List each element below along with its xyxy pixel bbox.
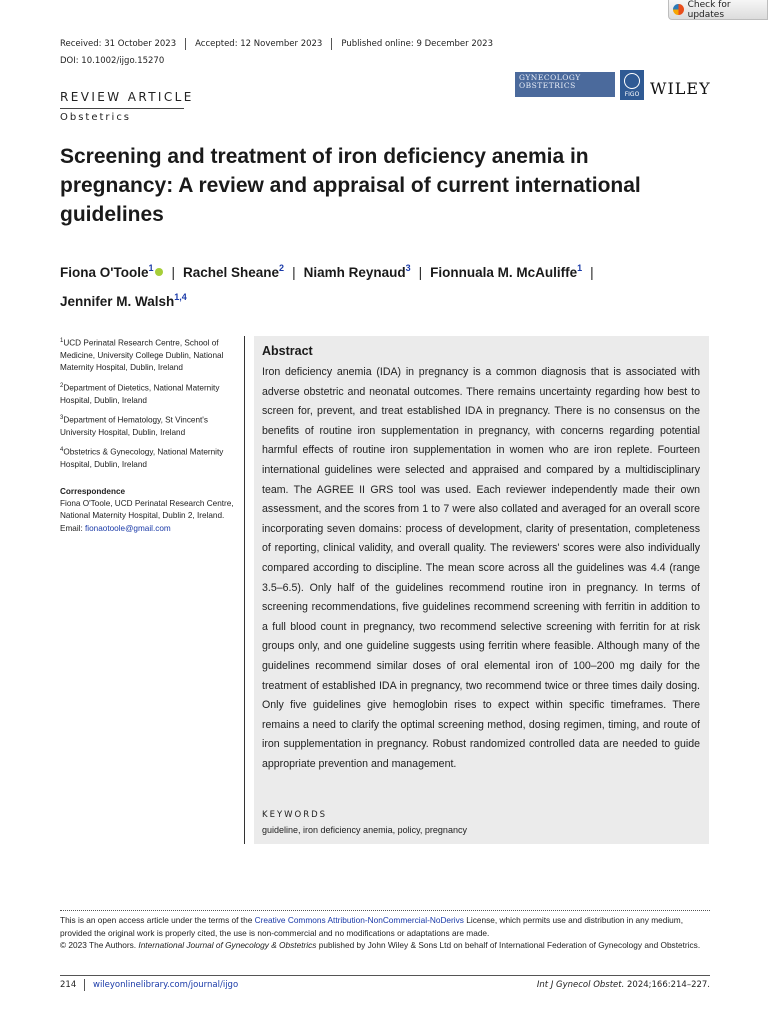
crossmark-icon (673, 4, 684, 15)
author-name[interactable]: Fionnuala M. McAuliffe (430, 265, 578, 280)
journal-logo-line2: OBSTETRICS (519, 81, 576, 90)
journal-url-link[interactable]: wileyonlinelibrary.com/journal/ijgo (93, 980, 239, 990)
article-type: REVIEW ARTICLE (60, 90, 194, 104)
copyright-text: published by John Wiley & Sons Ltd on behalf of International Federation of Gynecology and Obstetrics. (316, 940, 701, 951)
journal-logo[interactable] (515, 72, 615, 97)
author-affil-sup[interactable]: 1 (577, 263, 583, 273)
received-date: Received: 31 October 2023 (60, 39, 177, 49)
affiliation-item (60, 335, 240, 375)
license-notice (60, 914, 710, 952)
author-separator: | (171, 265, 175, 280)
affiliation-item (60, 380, 240, 407)
affiliation-text: Obstetrics & Gynecology, National Maternity Hospital, Dublin, Ireland (60, 448, 224, 470)
email-label: Email: (60, 523, 86, 533)
affiliation-sup: 3 (60, 414, 64, 421)
author-affil-sup[interactable]: 3 (405, 263, 411, 273)
author-list (60, 256, 710, 314)
column-divider (244, 336, 245, 844)
keywords-list: guideline, iron deficiency anemia, policy, pregnancy (262, 825, 467, 835)
figo-logo[interactable] (620, 70, 644, 100)
citation-details: 2024;166:214–227. (624, 980, 710, 990)
author-name[interactable]: Jennifer M. Walsh (60, 294, 175, 309)
citation-journal: Int J Gynecol Obstet. (536, 980, 625, 990)
footer-divider (60, 975, 710, 976)
divider (60, 108, 184, 109)
affiliation-item (60, 444, 240, 471)
author-separator: | (590, 265, 594, 280)
doi: DOI: 10.1002/ijgo.15270 (60, 56, 165, 66)
figo-label: FIGO (624, 91, 640, 98)
orcid-icon[interactable] (155, 268, 163, 276)
affiliation-item (60, 412, 240, 439)
copyright-journal: International Journal of Gynecology & Obstetrics (138, 940, 317, 951)
correspondence-email-line (60, 523, 240, 535)
divider (84, 979, 85, 991)
license-link[interactable]: Creative Commons Attribution-NonCommercial-NoDerivs (254, 915, 464, 925)
author-affil-sup[interactable]: 2 (279, 263, 285, 273)
article-subject: Obstetrics (60, 112, 132, 123)
page-number: 214 (60, 980, 77, 990)
affiliation-sup: 2 (60, 382, 64, 389)
article-title: Screening and treatment of iron deficiency anemia in pregnancy: A review and appraisal of current international guidelines (60, 145, 641, 226)
divider (185, 38, 186, 50)
abstract-heading: Abstract (262, 344, 313, 358)
correspondence-text: Fiona O'Toole, UCD Perinatal Research Centre, National Maternity Hospital, Dublin 2, Ireland. (60, 498, 234, 521)
check-for-updates-label: Check for updates (687, 0, 731, 20)
affiliation-sup: 4 (60, 447, 64, 454)
author-separator: | (418, 265, 423, 280)
globe-icon (624, 73, 640, 89)
author-affil-sup[interactable]: 1 (148, 263, 154, 273)
license-text: License, which permits use and distribution in any medium, provided the original work is properly cited, the use is non-commercial and no modifications or adaptations are made. (60, 915, 684, 938)
correspondence-heading: Correspondence (60, 486, 126, 496)
footnote-divider (60, 910, 710, 911)
license-text: This is an open access article under the terms of the (60, 915, 255, 925)
citation (537, 980, 710, 990)
author-name[interactable]: Niamh Reynaud (303, 265, 406, 280)
copyright-text: © 2023 The Authors. (60, 940, 139, 951)
keywords-heading: KEYWORDS (262, 810, 328, 820)
author-name[interactable]: Rachel Sheane (183, 265, 280, 280)
affiliation-text: Department of Hematology, St Vincent's University Hospital, Dublin, Ireland (60, 415, 208, 437)
divider (331, 38, 332, 50)
affiliations (60, 335, 240, 535)
accepted-date: Accepted: 12 November 2023 (195, 39, 323, 49)
author-separator: | (292, 265, 296, 280)
email-link[interactable]: fionaotoole@gmail.com (85, 523, 171, 533)
affiliation-text: Department of Dietetics, National Maternity Hospital, Dublin, Ireland (60, 383, 220, 405)
journal-logo-line1: GYNECOLOGY (519, 73, 581, 82)
check-for-updates-button[interactable] (668, 0, 768, 20)
author-name[interactable]: Fiona O'Toole (60, 265, 149, 280)
publisher-logo[interactable]: WILEY (650, 79, 711, 98)
affiliation-text: UCD Perinatal Research Centre, School of Medicine, University College Dublin, National Maternity Hospital, Dublin, Ireland (60, 338, 224, 373)
author-affil-sup[interactable]: 1,4 (174, 292, 187, 302)
article-dates (60, 38, 493, 50)
published-date: Published online: 9 December 2023 (341, 39, 493, 49)
affiliation-sup: 1 (60, 338, 64, 344)
abstract-text: Iron deficiency anemia (IDA) in pregnancy is a common diagnosis that is associated with adverse obstetric and neonatal outcomes. There remains uncertainty regarding how best to screen for, prevent, and treat established IDA in pregnancy. There is no consensus on the benefits of routine iron supplementation in pregnancy, with concerns regarding potential harmful effects of routine iron supplementation in women who are iron replete. Fourteen international guidelines were selected and appraised and compared by a multidisciplinary team. The AGREE II GRS tool was used. Each reviewer independently made their own assessment, and the scores from 1 to 7 were also collated and averaged for an overall score incorporating seven domains: process of development, clarity of presentation, completeness of reporting, clinical validity, and overall quality. The reviewers' scores were also individually compared according to discipline. The mean score across all the guidelines was 4.4 (range 3.5–6.5). Only half of the guidelines recommend routine iron in pregnancy. In terms of screening recommendations, five guidelines recommend screening with ferritin in addition to a full blood count in pregnancy, two recommend selective screening with ferritin for at risk groups only, and one guideline suggests using ferritin where feasible. Although many of the guidelines recommend similar doses of oral elemental iron of 100–200 mg daily for the treatment of established IDA in pregnancy, two recommend twice or three times daily dosing. Only five guidelines give hemoglobin rises to expect within specific timeframes. There remains a need to clarify the optimal screening method, dosing regimen, timing, and route of iron supplementation in pregnancy. Robust randomized controlled data are needed to guide appropriate prevention and management. (262, 366, 700, 770)
